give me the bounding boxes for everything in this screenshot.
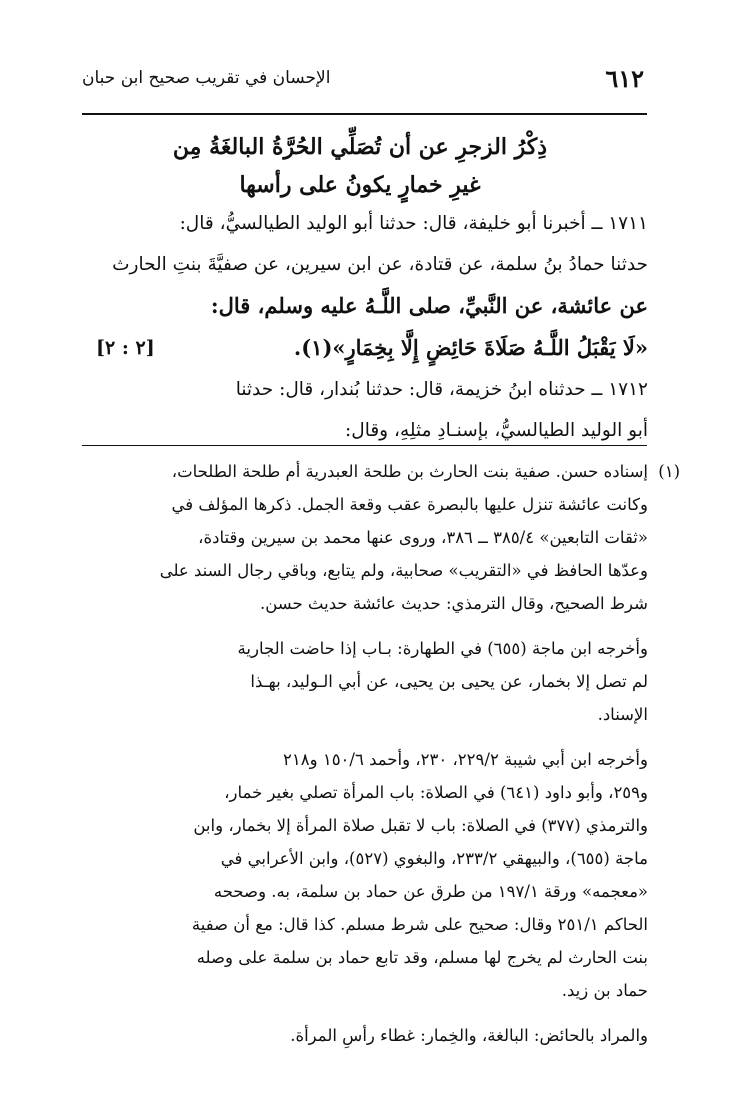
footnote-line: وأخرجه ابن أبي شيبة ٢٢٩/٢، ٢٣٠، وأحمد ١٥٠/٦ و٢١٨	[283, 750, 648, 769]
hadith-line: عن عائشة، عن النَّبيِّ، صلى اللَّـهُ عليه وسلم، قال:	[210, 293, 648, 318]
hadith-line: ١٧١٢ ــ حدثناه ابنُ خزيمة، قال: حدثنا بُندار، قال: حدثنا	[235, 379, 648, 400]
footnote-line: وأخرجه ابن ماجة (٦٥٥) في الطهارة: بـاب إذا حاضت الجارية	[237, 639, 648, 658]
footnote-line: حماد بن زيد.	[561, 981, 648, 1000]
footnote-line: لم تصل إلا بخمار، عن يحيى بن يحيى، عن أبي الـوليد، بهـذا	[250, 672, 648, 691]
hadith-line: ١٧١١ ــ أخبرنا أبو خليفة، قال: حدثنا أبو الوليد الطيالسيُّ، قال:	[179, 213, 648, 234]
footnote-line: الإسناد.	[597, 705, 648, 724]
footnote-line: وعدّها الحافظ في «التقريب» صحابية، ولم يتابع، وباقي رجال السند على	[159, 561, 648, 580]
hadith-line: أبو الوليد الطيالسيُّ، بإسنـادِ مثلِهِ، وقال:	[345, 420, 648, 441]
hadith-line: حدثنا حمادُ بنُ سلمة، عن قتادة، عن ابن سيرين، عن صفيَّةَ بنتِ الحارث	[112, 254, 648, 275]
footnote-text: إسناده حسن. صفية بنت الحارث بن طلحة العبدرية أم طلحة الطلحات،	[171, 462, 648, 481]
footnote-line: ماجة (٦٥٥)، والبيهقي ٢٣٣/٢، والبغوي (٥٢٧)، وابن الأعرابي في	[220, 849, 648, 868]
chapter-title-line-2: غيرِ خمارٍ يكونُ على رأسها	[239, 172, 481, 198]
footnote-line: والترمذي (٣٧٧) في الصلاة: باب لا تقبل صلاة المرأة إلا بخمار، وابن	[193, 816, 648, 835]
chapter-title-line-1: ذِكْرُ الزجرِ عن أن تُصَلِّي الحُرَّةُ البالغَةُ مِن	[172, 134, 548, 160]
chapter-heading	[100, 128, 620, 204]
hadith-matn: «لَا يَقْبَلُ اللَّـهُ صَلَاةَ حَائِضٍ إِلَّا بِخِمَارٍ»(١).	[293, 335, 648, 360]
hadith-matn-line	[96, 327, 648, 369]
footnote-line: بنت الحارث لم يخرج لها مسلم، وقد تابع حماد بن سلمة على وصله	[196, 948, 648, 967]
hadith-reference: [٢ : ٢]	[96, 337, 155, 359]
header-divider	[82, 113, 647, 115]
page-header	[82, 62, 644, 98]
page-number: ٦١٢	[605, 64, 644, 93]
footnote-line: «ثقات التابعين» ٣٨٥/٤ ــ ٣٨٦، وروى عنها محمد بن سيرين وقتادة،	[198, 528, 648, 547]
footnote-line: و٢٥٩، وأبو داود (٦٤١) في الصلاة: باب المرأة تصلي بغير خمار،	[224, 783, 648, 802]
hadith-text	[96, 203, 648, 451]
footnote-marker: (١)	[658, 462, 680, 481]
footnote-line: «معجمه» ورقة ١٩٧/١ من طرق عن حماد بن سلمة، به. وصححه	[213, 882, 648, 901]
footnote-line	[96, 455, 680, 488]
footnotes	[96, 455, 680, 1052]
footnote-line: والمراد بالحائض: البالغة، والخِمار: غطاء رأسِ المرأة.	[290, 1026, 648, 1045]
footnote-line: الحاكم ٢٥١/١ وقال: صحيح على شرط مسلم. كذا قال: مع أن صفية	[191, 915, 648, 934]
footnote-line: شرط الصحيح، وقال الترمذي: حديث عائشة حديث حسن.	[259, 594, 648, 613]
footnote-divider	[82, 445, 647, 446]
running-title: الإحسان في تقريب صحيح ابن حبان	[82, 68, 331, 88]
footnote-line: وكانت عائشة تنزل عليها بالبصرة عقب وقعة الجمل. ذكرها المؤلف في	[171, 495, 648, 514]
